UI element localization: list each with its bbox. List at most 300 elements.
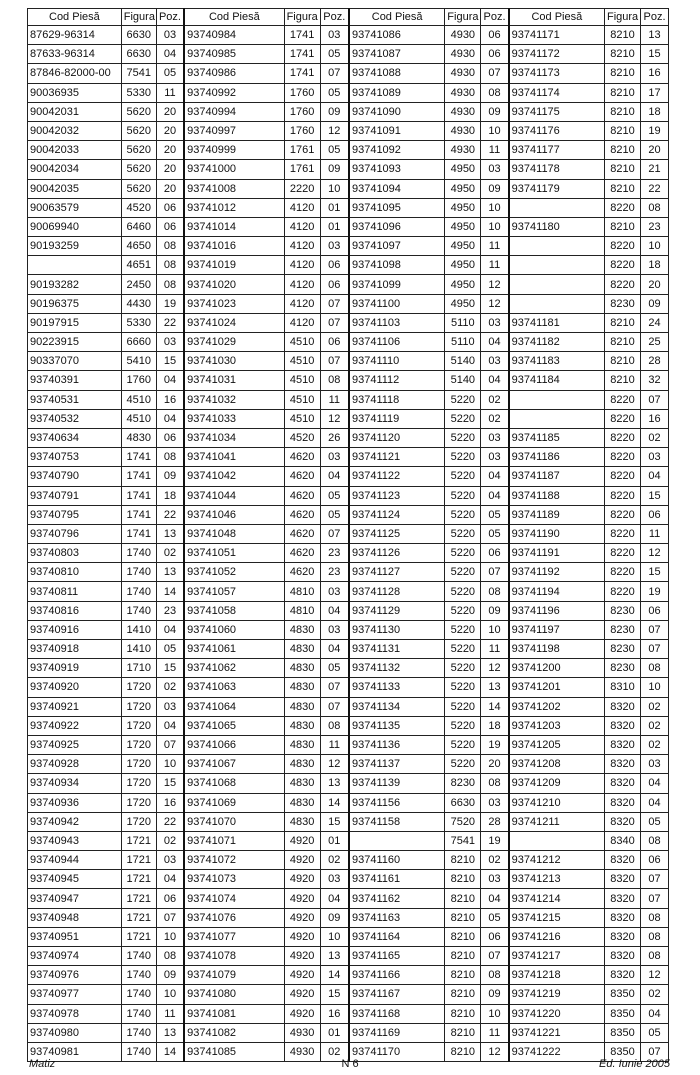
cell-figura: 1740 bbox=[121, 544, 156, 563]
cell-figura: 4930 bbox=[445, 83, 481, 102]
cell-poz: 03 bbox=[481, 160, 509, 179]
cell-figura: 5110 bbox=[445, 333, 481, 352]
table-row bbox=[28, 524, 669, 543]
cell-cod-piesa bbox=[509, 198, 605, 217]
cell-poz: 07 bbox=[320, 313, 349, 332]
cell-poz: 11 bbox=[320, 390, 349, 409]
cell-figura: 4510 bbox=[284, 390, 320, 409]
cell-poz: 05 bbox=[320, 45, 349, 64]
cell-cod-piesa: 93741091 bbox=[349, 121, 445, 140]
table-row bbox=[28, 294, 669, 313]
cell-figura: 5140 bbox=[445, 371, 481, 390]
cell-poz: 14 bbox=[156, 1042, 184, 1061]
cell-cod-piesa: 93741212 bbox=[509, 851, 605, 870]
cell-poz: 06 bbox=[156, 428, 184, 447]
cell-poz: 07 bbox=[481, 563, 509, 582]
cell-poz: 11 bbox=[481, 237, 509, 256]
cell-cod-piesa: 93741123 bbox=[349, 486, 445, 505]
cell-figura: 4930 bbox=[284, 1042, 320, 1061]
cell-figura: 5220 bbox=[445, 563, 481, 582]
cell-figura: 4620 bbox=[284, 486, 320, 505]
cell-cod-piesa: 93741041 bbox=[184, 448, 284, 467]
cell-cod-piesa: 93741097 bbox=[349, 237, 445, 256]
cell-poz: 06 bbox=[481, 544, 509, 563]
cell-cod-piesa: 93740980 bbox=[28, 1023, 122, 1042]
cell-figura: 1741 bbox=[284, 45, 320, 64]
cell-cod-piesa: 87629-96314 bbox=[28, 26, 122, 45]
cell-poz: 02 bbox=[156, 544, 184, 563]
cell-figura: 1740 bbox=[121, 947, 156, 966]
cell-poz: 09 bbox=[320, 908, 349, 927]
cell-figura: 8220 bbox=[605, 198, 641, 217]
cell-figura: 1720 bbox=[121, 716, 156, 735]
header-figura: Figura bbox=[605, 9, 641, 26]
cell-figura: 1720 bbox=[121, 697, 156, 716]
cell-cod-piesa bbox=[509, 256, 605, 275]
cell-cod-piesa: 93741184 bbox=[509, 371, 605, 390]
cell-cod-piesa: 93741185 bbox=[509, 428, 605, 447]
table-row bbox=[28, 697, 669, 716]
cell-poz: 03 bbox=[320, 448, 349, 467]
cell-poz: 15 bbox=[156, 659, 184, 678]
cell-poz: 12 bbox=[641, 544, 669, 563]
cell-poz: 04 bbox=[156, 870, 184, 889]
table-row bbox=[28, 26, 669, 45]
cell-poz: 15 bbox=[641, 486, 669, 505]
cell-poz: 09 bbox=[481, 985, 509, 1004]
cell-poz: 22 bbox=[156, 505, 184, 524]
cell-cod-piesa: 93741095 bbox=[349, 198, 445, 217]
parts-index-table bbox=[27, 8, 669, 1062]
cell-figura: 8320 bbox=[605, 716, 641, 735]
cell-poz: 05 bbox=[320, 141, 349, 160]
cell-cod-piesa: 93741211 bbox=[509, 812, 605, 831]
cell-cod-piesa: 93741100 bbox=[349, 294, 445, 313]
table-row bbox=[28, 755, 669, 774]
cell-figura: 5620 bbox=[121, 121, 156, 140]
cell-cod-piesa: 93741217 bbox=[509, 947, 605, 966]
cell-poz: 01 bbox=[320, 831, 349, 850]
cell-poz: 03 bbox=[320, 870, 349, 889]
cell-cod-piesa: 93741065 bbox=[184, 716, 284, 735]
table-row bbox=[28, 908, 669, 927]
cell-cod-piesa: 93741175 bbox=[509, 102, 605, 121]
cell-cod-piesa: 90042032 bbox=[28, 121, 122, 140]
cell-cod-piesa: 93740992 bbox=[184, 83, 284, 102]
cell-poz: 10 bbox=[481, 620, 509, 639]
cell-poz: 13 bbox=[156, 524, 184, 543]
cell-cod-piesa: 93741221 bbox=[509, 1023, 605, 1042]
cell-cod-piesa: 93741170 bbox=[349, 1042, 445, 1061]
cell-poz: 10 bbox=[481, 1004, 509, 1023]
cell-cod-piesa: 93740391 bbox=[28, 371, 122, 390]
table-row bbox=[28, 448, 669, 467]
cell-figura: 4930 bbox=[445, 121, 481, 140]
table-row bbox=[28, 735, 669, 754]
cell-poz: 22 bbox=[156, 812, 184, 831]
table-row bbox=[28, 640, 669, 659]
cell-cod-piesa: 93741000 bbox=[184, 160, 284, 179]
cell-figura: 4510 bbox=[284, 409, 320, 428]
cell-cod-piesa: 93740803 bbox=[28, 544, 122, 563]
cell-figura: 1720 bbox=[121, 678, 156, 697]
cell-poz: 04 bbox=[156, 409, 184, 428]
cell-figura: 8320 bbox=[605, 755, 641, 774]
cell-cod-piesa: 93740918 bbox=[28, 640, 122, 659]
cell-poz: 15 bbox=[156, 352, 184, 371]
cell-figura: 4650 bbox=[121, 237, 156, 256]
cell-cod-piesa: 93741093 bbox=[349, 160, 445, 179]
cell-figura: 6460 bbox=[121, 217, 156, 236]
cell-figura: 1760 bbox=[284, 83, 320, 102]
cell-poz: 09 bbox=[320, 102, 349, 121]
cell-poz: 02 bbox=[320, 851, 349, 870]
cell-figura: 7541 bbox=[445, 831, 481, 850]
cell-cod-piesa: 93740816 bbox=[28, 601, 122, 620]
table-body bbox=[28, 26, 669, 1062]
cell-figura: 4120 bbox=[284, 294, 320, 313]
cell-cod-piesa: 93741130 bbox=[349, 620, 445, 639]
table-row bbox=[28, 141, 669, 160]
cell-cod-piesa: 93741182 bbox=[509, 333, 605, 352]
cell-poz: 18 bbox=[641, 256, 669, 275]
cell-poz: 03 bbox=[481, 352, 509, 371]
cell-figura: 5220 bbox=[445, 544, 481, 563]
cell-cod-piesa: 93741196 bbox=[509, 601, 605, 620]
cell-cod-piesa: 93740976 bbox=[28, 966, 122, 985]
cell-cod-piesa: 93741215 bbox=[509, 908, 605, 927]
cell-figura: 5620 bbox=[121, 141, 156, 160]
cell-cod-piesa: 93741187 bbox=[509, 467, 605, 486]
cell-poz: 06 bbox=[481, 927, 509, 946]
cell-cod-piesa: 93741094 bbox=[349, 179, 445, 198]
cell-cod-piesa: 93740531 bbox=[28, 390, 122, 409]
cell-figura: 4930 bbox=[445, 141, 481, 160]
cell-cod-piesa: 93741125 bbox=[349, 524, 445, 543]
cell-poz: 13 bbox=[320, 774, 349, 793]
cell-cod-piesa: 90193282 bbox=[28, 275, 122, 294]
cell-poz: 03 bbox=[156, 26, 184, 45]
cell-figura: 4950 bbox=[445, 275, 481, 294]
table-row bbox=[28, 313, 669, 332]
cell-poz: 07 bbox=[641, 620, 669, 639]
cell-cod-piesa: 93740920 bbox=[28, 678, 122, 697]
cell-poz: 15 bbox=[320, 812, 349, 831]
cell-poz: 04 bbox=[156, 371, 184, 390]
table-row bbox=[28, 428, 669, 447]
cell-poz: 07 bbox=[156, 908, 184, 927]
cell-poz: 03 bbox=[320, 237, 349, 256]
cell-cod-piesa: 93740948 bbox=[28, 908, 122, 927]
table-row bbox=[28, 83, 669, 102]
header-row bbox=[28, 9, 669, 26]
cell-cod-piesa: 93741076 bbox=[184, 908, 284, 927]
cell-cod-piesa: 93740811 bbox=[28, 582, 122, 601]
cell-poz: 12 bbox=[320, 121, 349, 140]
cell-poz: 07 bbox=[641, 889, 669, 908]
cell-poz: 18 bbox=[481, 716, 509, 735]
cell-figura: 4810 bbox=[284, 601, 320, 620]
cell-figura: 4930 bbox=[445, 45, 481, 64]
table-row bbox=[28, 371, 669, 390]
cell-cod-piesa: 93741118 bbox=[349, 390, 445, 409]
cell-cod-piesa: 93741096 bbox=[349, 217, 445, 236]
cell-figura: 8320 bbox=[605, 812, 641, 831]
cell-cod-piesa: 93741137 bbox=[349, 755, 445, 774]
cell-poz: 16 bbox=[156, 793, 184, 812]
cell-poz: 23 bbox=[641, 217, 669, 236]
cell-poz: 15 bbox=[320, 985, 349, 1004]
cell-poz: 06 bbox=[320, 256, 349, 275]
cell-figura: 8210 bbox=[445, 889, 481, 908]
cell-cod-piesa: 87846-82000-00 bbox=[28, 64, 122, 83]
cell-cod-piesa: 93741198 bbox=[509, 640, 605, 659]
table-row bbox=[28, 486, 669, 505]
cell-poz: 07 bbox=[156, 735, 184, 754]
cell-figura: 8350 bbox=[605, 1042, 641, 1061]
cell-figura: 8320 bbox=[605, 947, 641, 966]
cell-figura: 5620 bbox=[121, 179, 156, 198]
cell-poz: 05 bbox=[320, 83, 349, 102]
cell-poz: 11 bbox=[641, 524, 669, 543]
cell-cod-piesa: 93741078 bbox=[184, 947, 284, 966]
cell-cod-piesa bbox=[28, 256, 122, 275]
cell-cod-piesa: 93741134 bbox=[349, 697, 445, 716]
cell-cod-piesa: 93741158 bbox=[349, 812, 445, 831]
cell-figura: 4930 bbox=[445, 64, 481, 83]
cell-figura: 5220 bbox=[445, 697, 481, 716]
cell-poz: 12 bbox=[481, 1042, 509, 1061]
cell-poz: 04 bbox=[641, 774, 669, 793]
cell-cod-piesa: 93741210 bbox=[509, 793, 605, 812]
cell-poz: 15 bbox=[641, 45, 669, 64]
cell-figura: 8320 bbox=[605, 927, 641, 946]
cell-figura: 8230 bbox=[605, 601, 641, 620]
cell-cod-piesa: 93741016 bbox=[184, 237, 284, 256]
cell-figura: 8220 bbox=[605, 237, 641, 256]
cell-poz: 10 bbox=[156, 985, 184, 1004]
cell-poz: 10 bbox=[156, 927, 184, 946]
cell-poz: 19 bbox=[481, 831, 509, 850]
table-row bbox=[28, 390, 669, 409]
cell-figura: 4920 bbox=[284, 889, 320, 908]
cell-figura: 5220 bbox=[445, 716, 481, 735]
cell-cod-piesa: 93741165 bbox=[349, 947, 445, 966]
cell-figura: 8210 bbox=[445, 947, 481, 966]
cell-figura: 1721 bbox=[121, 889, 156, 908]
cell-cod-piesa: 93741173 bbox=[509, 64, 605, 83]
cell-figura: 8210 bbox=[445, 1004, 481, 1023]
header-poz: Poz. bbox=[320, 9, 349, 26]
header-figura: Figura bbox=[445, 9, 481, 26]
cell-poz: 10 bbox=[641, 678, 669, 697]
cell-cod-piesa: 90069940 bbox=[28, 217, 122, 236]
cell-cod-piesa: 93741219 bbox=[509, 985, 605, 1004]
cell-poz: 08 bbox=[641, 908, 669, 927]
cell-figura: 8210 bbox=[445, 908, 481, 927]
cell-figura: 8350 bbox=[605, 1023, 641, 1042]
table-row bbox=[28, 352, 669, 371]
cell-cod-piesa: 93740753 bbox=[28, 448, 122, 467]
cell-cod-piesa: 93741073 bbox=[184, 870, 284, 889]
header-figura: Figura bbox=[284, 9, 320, 26]
table-row bbox=[28, 947, 669, 966]
cell-cod-piesa: 93741121 bbox=[349, 448, 445, 467]
cell-figura: 8220 bbox=[605, 256, 641, 275]
cell-cod-piesa bbox=[509, 831, 605, 850]
cell-poz: 10 bbox=[156, 755, 184, 774]
cell-poz: 24 bbox=[641, 313, 669, 332]
cell-figura: 8340 bbox=[605, 831, 641, 850]
cell-poz: 11 bbox=[156, 1004, 184, 1023]
cell-figura: 8210 bbox=[605, 313, 641, 332]
cell-cod-piesa: 93741136 bbox=[349, 735, 445, 754]
cell-poz: 10 bbox=[481, 217, 509, 236]
cell-figura: 5220 bbox=[445, 467, 481, 486]
cell-figura: 4830 bbox=[284, 755, 320, 774]
table-row bbox=[28, 889, 669, 908]
cell-poz: 02 bbox=[641, 985, 669, 1004]
cell-cod-piesa: 93741033 bbox=[184, 409, 284, 428]
cell-cod-piesa: 93741062 bbox=[184, 659, 284, 678]
cell-figura: 8210 bbox=[445, 966, 481, 985]
cell-figura: 1760 bbox=[284, 102, 320, 121]
cell-poz: 22 bbox=[641, 179, 669, 198]
cell-cod-piesa: 93741072 bbox=[184, 851, 284, 870]
cell-figura: 5220 bbox=[445, 601, 481, 620]
cell-poz: 04 bbox=[481, 333, 509, 352]
cell-figura: 1741 bbox=[121, 467, 156, 486]
cell-cod-piesa: 93741060 bbox=[184, 620, 284, 639]
cell-figura: 1720 bbox=[121, 793, 156, 812]
cell-poz: 32 bbox=[641, 371, 669, 390]
cell-cod-piesa: 93741180 bbox=[509, 217, 605, 236]
cell-cod-piesa: 93740791 bbox=[28, 486, 122, 505]
cell-figura: 4950 bbox=[445, 179, 481, 198]
cell-poz: 03 bbox=[481, 313, 509, 332]
cell-cod-piesa: 93741014 bbox=[184, 217, 284, 236]
cell-cod-piesa: 93740945 bbox=[28, 870, 122, 889]
cell-cod-piesa: 93740994 bbox=[184, 102, 284, 121]
cell-figura: 8210 bbox=[605, 160, 641, 179]
cell-cod-piesa: 93741135 bbox=[349, 716, 445, 735]
cell-cod-piesa: 93741087 bbox=[349, 45, 445, 64]
cell-cod-piesa: 93741209 bbox=[509, 774, 605, 793]
cell-cod-piesa: 93741092 bbox=[349, 141, 445, 160]
cell-poz: 22 bbox=[156, 313, 184, 332]
cell-poz: 11 bbox=[481, 256, 509, 275]
cell-poz: 07 bbox=[641, 870, 669, 889]
cell-figura: 4950 bbox=[445, 160, 481, 179]
cell-cod-piesa: 93741051 bbox=[184, 544, 284, 563]
cell-poz: 06 bbox=[156, 217, 184, 236]
cell-cod-piesa: 93741086 bbox=[349, 26, 445, 45]
cell-figura: 4950 bbox=[445, 198, 481, 217]
cell-figura: 4920 bbox=[284, 851, 320, 870]
table-row bbox=[28, 45, 669, 64]
cell-figura: 5110 bbox=[445, 313, 481, 332]
cell-cod-piesa: 90063579 bbox=[28, 198, 122, 217]
cell-cod-piesa: 93741112 bbox=[349, 371, 445, 390]
cell-figura: 4920 bbox=[284, 908, 320, 927]
cell-figura: 8210 bbox=[445, 851, 481, 870]
cell-cod-piesa: 93740934 bbox=[28, 774, 122, 793]
cell-poz: 15 bbox=[641, 563, 669, 582]
cell-figura: 4620 bbox=[284, 448, 320, 467]
cell-poz: 14 bbox=[320, 793, 349, 812]
cell-cod-piesa: 93741216 bbox=[509, 927, 605, 946]
cell-poz: 20 bbox=[641, 141, 669, 160]
cell-figura: 5620 bbox=[121, 102, 156, 121]
cell-cod-piesa: 93741070 bbox=[184, 812, 284, 831]
cell-cod-piesa: 93740997 bbox=[184, 121, 284, 140]
cell-poz: 06 bbox=[641, 505, 669, 524]
cell-figura: 4620 bbox=[284, 505, 320, 524]
cell-cod-piesa: 93741218 bbox=[509, 966, 605, 985]
cell-cod-piesa: 93740921 bbox=[28, 697, 122, 716]
cell-poz: 09 bbox=[156, 966, 184, 985]
cell-figura: 1740 bbox=[121, 1042, 156, 1061]
cell-poz: 28 bbox=[481, 812, 509, 831]
cell-cod-piesa: 93740951 bbox=[28, 927, 122, 946]
cell-poz: 04 bbox=[481, 467, 509, 486]
cell-poz: 09 bbox=[481, 102, 509, 121]
cell-figura: 7520 bbox=[445, 812, 481, 831]
cell-poz: 06 bbox=[156, 889, 184, 908]
cell-cod-piesa: 93741203 bbox=[509, 716, 605, 735]
cell-figura: 5220 bbox=[445, 524, 481, 543]
cell-poz: 08 bbox=[641, 659, 669, 678]
cell-figura: 4430 bbox=[121, 294, 156, 313]
cell-cod-piesa: 93741120 bbox=[349, 428, 445, 447]
cell-figura: 8210 bbox=[605, 371, 641, 390]
cell-poz: 25 bbox=[641, 333, 669, 352]
cell-figura: 4510 bbox=[121, 390, 156, 409]
cell-cod-piesa: 93741080 bbox=[184, 985, 284, 1004]
header-cod-piesa: Cod Piesă bbox=[509, 9, 605, 26]
cell-figura: 1410 bbox=[121, 620, 156, 639]
cell-figura: 1741 bbox=[121, 448, 156, 467]
cell-poz: 07 bbox=[320, 294, 349, 313]
cell-cod-piesa: 93740796 bbox=[28, 524, 122, 543]
cell-cod-piesa: 93741057 bbox=[184, 582, 284, 601]
cell-figura: 4830 bbox=[284, 640, 320, 659]
footer-page-number: N 6 bbox=[341, 1058, 359, 1070]
cell-figura: 1740 bbox=[121, 1023, 156, 1042]
cell-cod-piesa: 93741042 bbox=[184, 467, 284, 486]
cell-cod-piesa bbox=[509, 275, 605, 294]
cell-poz: 12 bbox=[481, 275, 509, 294]
cell-cod-piesa: 93741168 bbox=[349, 1004, 445, 1023]
cell-figura: 5220 bbox=[445, 640, 481, 659]
cell-cod-piesa: 93741214 bbox=[509, 889, 605, 908]
cell-poz: 07 bbox=[320, 678, 349, 697]
cell-figura: 8230 bbox=[605, 620, 641, 639]
cell-poz: 18 bbox=[156, 486, 184, 505]
cell-cod-piesa: 93741191 bbox=[509, 544, 605, 563]
cell-poz: 07 bbox=[320, 64, 349, 83]
cell-cod-piesa: 93740790 bbox=[28, 467, 122, 486]
cell-poz: 07 bbox=[641, 640, 669, 659]
footer-edition: Ed. Iunie 2005 bbox=[599, 1058, 670, 1070]
cell-poz: 03 bbox=[481, 793, 509, 812]
cell-poz: 02 bbox=[641, 735, 669, 754]
cell-figura: 8350 bbox=[605, 1004, 641, 1023]
cell-poz: 26 bbox=[320, 428, 349, 447]
header-cod-piesa: Cod Piesă bbox=[184, 9, 284, 26]
cell-cod-piesa: 93740978 bbox=[28, 1004, 122, 1023]
cell-figura: 1410 bbox=[121, 640, 156, 659]
